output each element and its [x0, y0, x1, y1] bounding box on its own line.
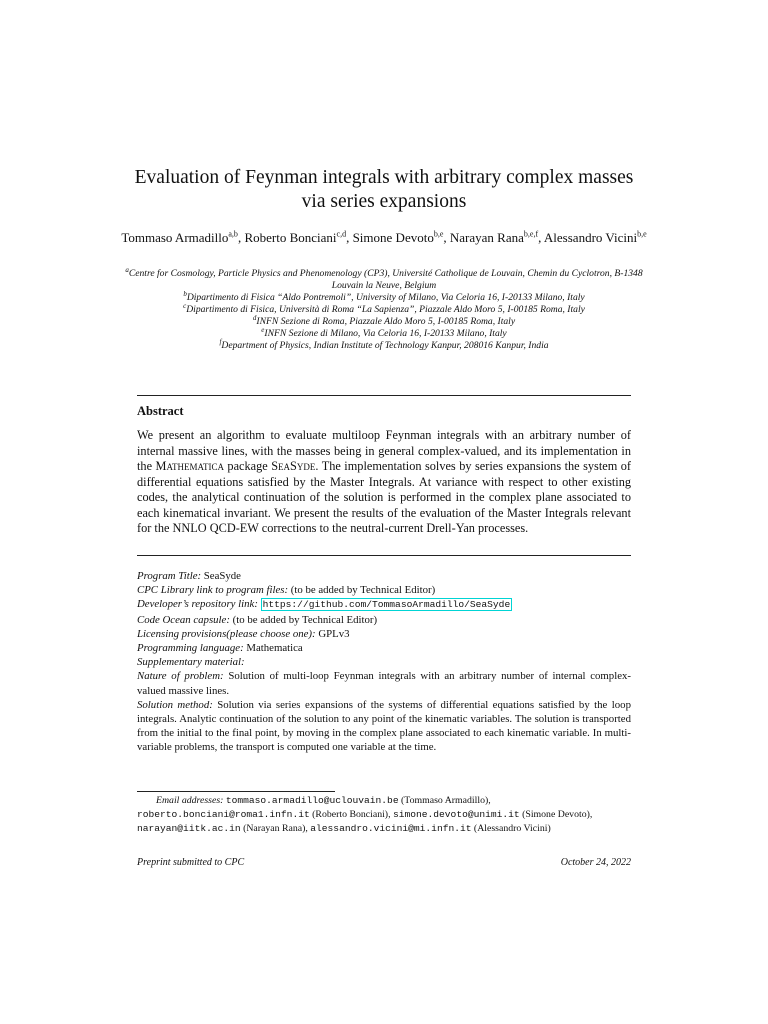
affiliation-text: INFN Sezione di Roma, Piazzale Aldo Moro 5, I-00185 Roma, Italy: [256, 316, 516, 327]
email-label: Email addresses:: [156, 795, 224, 806]
affiliation: [120, 301, 648, 316]
footnote-line-2: [137, 808, 631, 822]
title-line-1: Evaluation of Feynman integrals with arbitrary complex masses: [134, 167, 634, 188]
licensing-value: GPLv3: [315, 627, 350, 640]
program-title-label: Program Title:: [137, 570, 202, 582]
program-title-line: [137, 569, 631, 583]
author-name: Narayan Rana: [449, 230, 524, 245]
email-owner: (Tommaso Armadillo),: [398, 795, 491, 806]
cpc-library-line: [137, 583, 631, 597]
affiliation: [120, 265, 648, 292]
abstract-bottom-rule: [137, 555, 631, 556]
code-ocean-label: Code Ocean capsule:: [137, 613, 230, 626]
affiliation-text: Centre for Cosmology, Particle Physics and Phenomenology (CP3), Université Catholique de Louvain, Chemin du Cyclotron, B-1348 Louvain la Neuve, Belgium: [128, 268, 643, 291]
author-name: Roberto Bonciani: [244, 230, 337, 245]
preprint-date: October 24, 2022: [560, 857, 631, 868]
author-affiliation-marks: b,e: [637, 229, 647, 239]
affiliation-mark: e: [261, 325, 265, 334]
author-list: [120, 229, 648, 246]
abstract-text-part: We present an algorithm to evaluate multiloop Feynman integrals with an arbitrary number of internal massive lines, with the masses being in general complex-valued, and its implementation in the: [137, 428, 631, 473]
repository-label: Developer’s repository link:: [137, 598, 258, 611]
paper-title: [100, 166, 668, 214]
supplementary-label: Supplementary material:: [137, 656, 245, 669]
author: [544, 230, 647, 245]
email-owner: (Narayan Rana),: [240, 823, 311, 834]
affiliation-text: INFN Sezione di Milano, Via Celoria 16, I-20133 Milano, Italy: [264, 328, 507, 339]
email-owner: (Alessandro Vicini): [471, 823, 551, 834]
affiliation-mark: d: [252, 313, 257, 322]
author-name: Simone Devoto: [352, 230, 434, 245]
footnote-line-1: [137, 794, 631, 808]
supplementary-line: [137, 655, 631, 669]
abstract-top-rule: [137, 395, 631, 396]
affiliation-text: Department of Physics, Indian Institute of Technology Kanpur, 208016 Kanpur, India: [221, 340, 549, 351]
language-line: [137, 641, 631, 655]
affiliation-mark: c: [183, 301, 187, 310]
email-address[interactable]: roberto.bonciani@roma1.infn.it: [137, 809, 310, 820]
author-separator: ,: [346, 230, 353, 245]
affiliation-mark: b: [183, 289, 187, 298]
author-separator: ,: [443, 230, 450, 245]
author: [450, 230, 544, 245]
author-affiliation-marks: a,b: [228, 229, 238, 239]
repository-link[interactable]: https://github.com/TommasoArmadillo/SeaSyde: [262, 599, 511, 611]
author-separator: ,: [237, 230, 245, 245]
solution-method-line: [137, 698, 631, 755]
affiliation-text: Dipartimento di Fisica “Aldo Pontremoli”, University of Milano, Via Celoria 16, I-20133 Milano, Italy: [186, 292, 585, 303]
author-affiliation-marks: c,d: [336, 229, 347, 239]
abstract-text-part: package: [223, 459, 272, 473]
email-owner: (Roberto Bonciani),: [309, 809, 393, 820]
licensing-line: [137, 627, 631, 641]
nature-of-problem-value: Solution of multi-loop Feynman integrals with an arbitrary number of internal complex-valued massive lines.: [137, 670, 631, 697]
program-title-value: SeaSyde: [201, 570, 241, 582]
author-affiliation-marks: b,e,f: [523, 229, 539, 239]
author: [353, 230, 450, 245]
email-address[interactable]: alessandro.vicini@mi.infn.it: [310, 823, 472, 834]
author-name: Alessandro Vicini: [543, 230, 638, 245]
affiliation-text: Dipartimento di Fisica, Università di Roma “La Sapienza”, Piazzale Aldo Moro 5, I-00185 Roma, Italy: [186, 304, 585, 315]
author: [244, 230, 352, 245]
email-address[interactable]: simone.devoto@unimi.it: [392, 809, 520, 820]
footnote-line-3: [137, 822, 631, 836]
abstract-text: [137, 428, 631, 537]
cpc-library-label: CPC Library link to program files:: [137, 584, 289, 597]
nature-of-problem-line: [137, 669, 631, 697]
abstract-text-part: . The implementation solves by series expansions the system of differential equations satisfied by the Master Integrals. At variance with respect to other existing codes, the analytical continuation of the solution is performed in the complex plane associated to each kinematical invariant. We present the results of the evaluation of the Master Integrals relevant for the NNLO QCD-EW corrections to the neutral-current Drell-Yan processes.: [137, 459, 631, 535]
repository-line: [137, 597, 631, 612]
affiliation: [120, 289, 648, 304]
author-affiliation-marks: b,e: [433, 229, 444, 239]
preprint-note: Preprint submitted to CPC: [137, 857, 245, 868]
affiliation-mark: a: [125, 265, 129, 274]
email-footnote: [137, 794, 631, 836]
email-owner: (Simone Devoto),: [519, 809, 593, 820]
title-line-2: via series expansions: [301, 191, 467, 212]
language-value: Mathematica: [243, 642, 303, 655]
seasyde-name: SeaSyde: [271, 459, 316, 473]
footnote-rule: [137, 791, 335, 792]
abstract-heading: Abstract: [137, 404, 184, 418]
email-address[interactable]: narayan@iitk.ac.in: [137, 823, 241, 834]
solution-method-label: Solution method:: [137, 698, 213, 711]
affiliation: [120, 313, 648, 328]
program-summary: [137, 569, 631, 755]
licensing-label: Licensing provisions(please choose one):: [137, 627, 316, 640]
language-label: Programming language:: [137, 642, 244, 655]
code-ocean-line: [137, 613, 631, 627]
mathematica-name: Mathematica: [155, 459, 224, 473]
affiliation-mark: f: [219, 337, 222, 346]
cpc-library-value: (to be added by Technical Editor): [288, 584, 436, 597]
affiliation: [120, 337, 648, 352]
code-ocean-value: (to be added by Technical Editor): [229, 613, 378, 626]
affiliation: [120, 325, 648, 340]
nature-of-problem-label: Nature of problem:: [137, 670, 224, 683]
author: [121, 230, 244, 245]
email-address[interactable]: tommaso.armadillo@uclouvain.be: [225, 795, 399, 806]
solution-method-value: Solution via series expansions of the systems of differential equations satisfied by the loop integrals. Analytic continuation of the solution to any point of the kinematic variables. The solution is transported from the initial to the final point, by moving in the complex plane associated to each kinematic variable. In multi-variable problems, the transport is computed one variable at the time.: [137, 698, 631, 754]
author-separator: ,: [538, 230, 544, 245]
affiliation-list: [120, 265, 648, 352]
author-name: Tommaso Armadillo: [121, 230, 229, 245]
